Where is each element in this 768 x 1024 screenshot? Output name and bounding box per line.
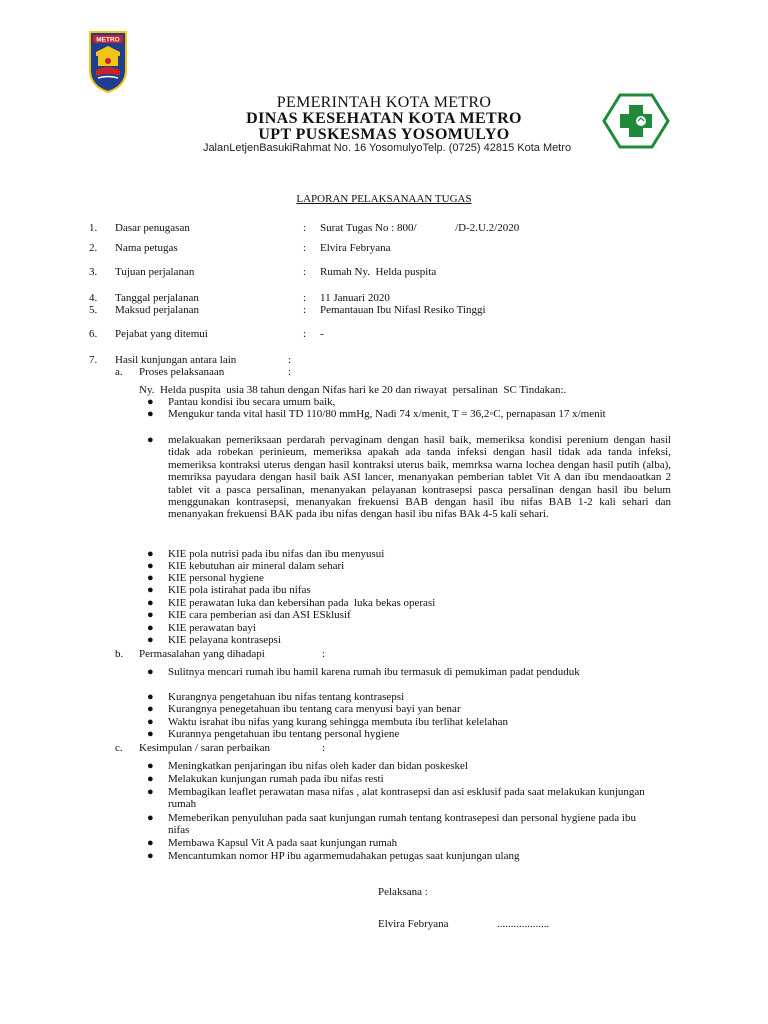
bullet-icon: ● [147,434,154,446]
list-item: Kurangnya pengetahuan ibu nifas tentang kontrasepsi [168,691,405,703]
section-c-label: Kesimpulan / saran perbaikan [139,742,271,754]
list-item: KIE pola nutrisi pada ibu nifas dan ibu menyusui [168,548,385,560]
field-number: 3. [89,266,98,278]
field-number: 2. [89,242,98,254]
list-item: Sulitnya mencari rumah ibu hamil karena rumah ibu termasuk di pemukiman padat penduduk [168,666,580,678]
list-item: KIE kebutuhan air mineral dalam sehari [168,560,345,572]
report-title: LAPORAN PELAKSANAAN TUGAS [296,193,472,205]
field-number: 7. [89,354,98,366]
field-value: Elvira Febryana [320,242,391,254]
section-b-colon: : [322,648,326,660]
bullet-icon: ● [147,622,154,634]
bullet-icon: ● [147,572,154,584]
field-label: Pejabat yang ditemui [115,328,208,340]
list-item: melakuakan pemeriksaan perdarah pervaginam dengan hasil baik, memeriksa kondisi perenium dengan hasil tidak ada robekan perinieum, memeriksa apakah ada tanda infeksi dengan hasil tidak ada tanda infeksi, memeriksa kontraksi uterus dengan hasil kontraksi uterus baik, memrksa warna lochea dengan hasil putih (alba), memriksa payudara dengan hasil baik ASI lancer, menanyakan pemberian tablet Vit A dan ibu mendaoatkan 2 tablet vit a pasca persalinan, menanyakan pelayanan kontrasepsi pasca persalinan dengan hasil ibu belum menggunakan kontrasepsi, menanyakan frekuensi BAB dengan hasil ibu nifas BAB 1-2 kali sehari dan menanyakan frekuensi BAK pada ibu nifas dengan hasil ibu nifas BAk 4-5 kali sehari. [168,434,671,521]
bullet-icon: ● [147,597,154,609]
list-item: Memeberikan penyuluhan pada saat kunjungan rumah tentang kontrasepesi dan personal hygiene pada ibu nifas [168,812,636,837]
list-item: Meningkatkan penjaringan ibu nifas oleh kader dan bidan poskeskel [168,760,468,772]
list-item: KIE cara pemberian asi dan ASI ESklusif [168,609,351,621]
field-number: 4. [89,292,98,304]
field-number: 5. [89,304,98,316]
section-a-label: Proses pelaksanaan [139,366,225,378]
field-colon: : [303,292,307,304]
list-item: KIE personal hygiene [168,572,264,584]
signature-name: Elvira Febryana [378,918,449,930]
field-value: Pemantauan Ibu Nifasl Resiko Tinggi [320,304,486,316]
field-label: Nama petugas [115,242,178,254]
bullet-icon: ● [147,703,154,715]
bullet-icon: ● [147,666,154,678]
field-colon: : [303,328,307,340]
field-label: Tanggal perjalanan [115,292,199,304]
bullet-icon: ● [147,691,154,703]
field-value: Surat Tugas No : 800/ /D-2.U.2/2020 [320,222,520,234]
list-item: Kurangnya penegetahuan ibu tentang cara menyusi bayi yan benar [168,703,461,715]
list-item: Melakukan kunjungan rumah pada ibu nifas resti [168,773,384,785]
bullet-icon: ● [147,548,154,560]
list-item: KIE pola istirahat pada ibu nifas [168,584,311,596]
bullet-icon: ● [147,786,154,798]
list-item: Membagikan leaflet perawatan masa nifas , alat kontrasepsi dan asi esklusif pada saat melakukan kunjungan rumah [168,786,645,811]
bullet-icon: ● [147,408,154,420]
list-item: Waktu israhat ibu nifas yang kurang sehingga membuta ibu terlihat kelelahan [168,716,509,728]
field-label: Tujuan perjalanan [115,266,195,278]
bullet-icon: ● [147,396,154,408]
signature-label: Pelaksana : [378,886,428,898]
field-label: Hasil kunjungan antara lain [115,354,237,366]
bullet-icon: ● [147,728,154,740]
field-label: Maksud perjalanan [115,304,199,316]
logo-text: METRO [96,36,120,44]
header-address: JalanLetjenBasukiRahmat No. 16 YosomulyoTelp. (0725) 42815 Kota Metro [202,142,572,154]
section-a-intro: Ny. Helda puspita usia 38 tahun dengan Nifas hari ke 20 dan riwayat persalinan SC Tindakan:. [139,384,567,396]
list-item: KIE pelayana kontrasepsi [168,634,282,646]
list-item: Mengukur tanda vital hasil TD 110/80 mmHg, Nadi 74 x/menit, T = 36,2◦C, pernapasan 17 x/menit [168,408,606,420]
section-a-colon: : [288,366,292,378]
list-item: KIE perawatan bayi [168,622,256,634]
field-colon: : [303,266,307,278]
list-item: KIE perawatan luka dan kebersihan pada luka bekas operasi [168,597,436,609]
bullet-icon: ● [147,634,154,646]
bullet-icon: ● [147,560,154,572]
bullet-icon: ● [147,837,154,849]
field-value: - [320,328,324,340]
list-item: Mencantumkan nomor HP ibu agarmemudahakan petugas saat kunjungan ulang [168,850,520,862]
header-line-1: PEMERINTAH KOTA METRO [276,94,492,111]
signature-dots: ................... [497,918,550,930]
section-a-letter: a. [115,366,123,378]
bullet-icon: ● [147,760,154,772]
list-item: Kurannya pengetahuan ibu tentang personal hygiene [168,728,400,740]
metro-city-logo [88,30,128,94]
bullet-icon: ● [147,850,154,862]
field-colon: : [288,354,292,366]
field-colon: : [303,242,307,254]
bullet-icon: ● [147,716,154,728]
bullet-icon: ● [147,584,154,596]
field-label: Dasar penugasan [115,222,190,234]
section-c-colon: : [322,742,326,754]
bullet-icon: ● [147,773,154,785]
list-item: Pantau kondisi ibu secara umum baik, [168,396,336,408]
field-number: 6. [89,328,98,340]
field-value: 11 Januari 2020 [320,292,390,304]
section-b-label: Permasalahan yang dihadapi [139,648,265,660]
field-number: 1. [89,222,98,234]
field-value: Rumah Ny. Helda puspita [320,266,437,278]
bullet-icon: ● [147,609,154,621]
bullet-icon: ● [147,812,154,824]
section-b-letter: b. [115,648,124,660]
field-colon: : [303,304,307,316]
section-c-letter: c. [115,742,123,754]
list-item: Membawa Kapsul Vit A pada saat kunjungan rumah [168,837,398,849]
header-line-3: UPT PUSKESMAS YOSOMULYO [258,126,510,143]
field-colon: : [303,222,307,234]
header-line-2: DINAS KESEHATAN KOTA METRO [246,110,522,127]
